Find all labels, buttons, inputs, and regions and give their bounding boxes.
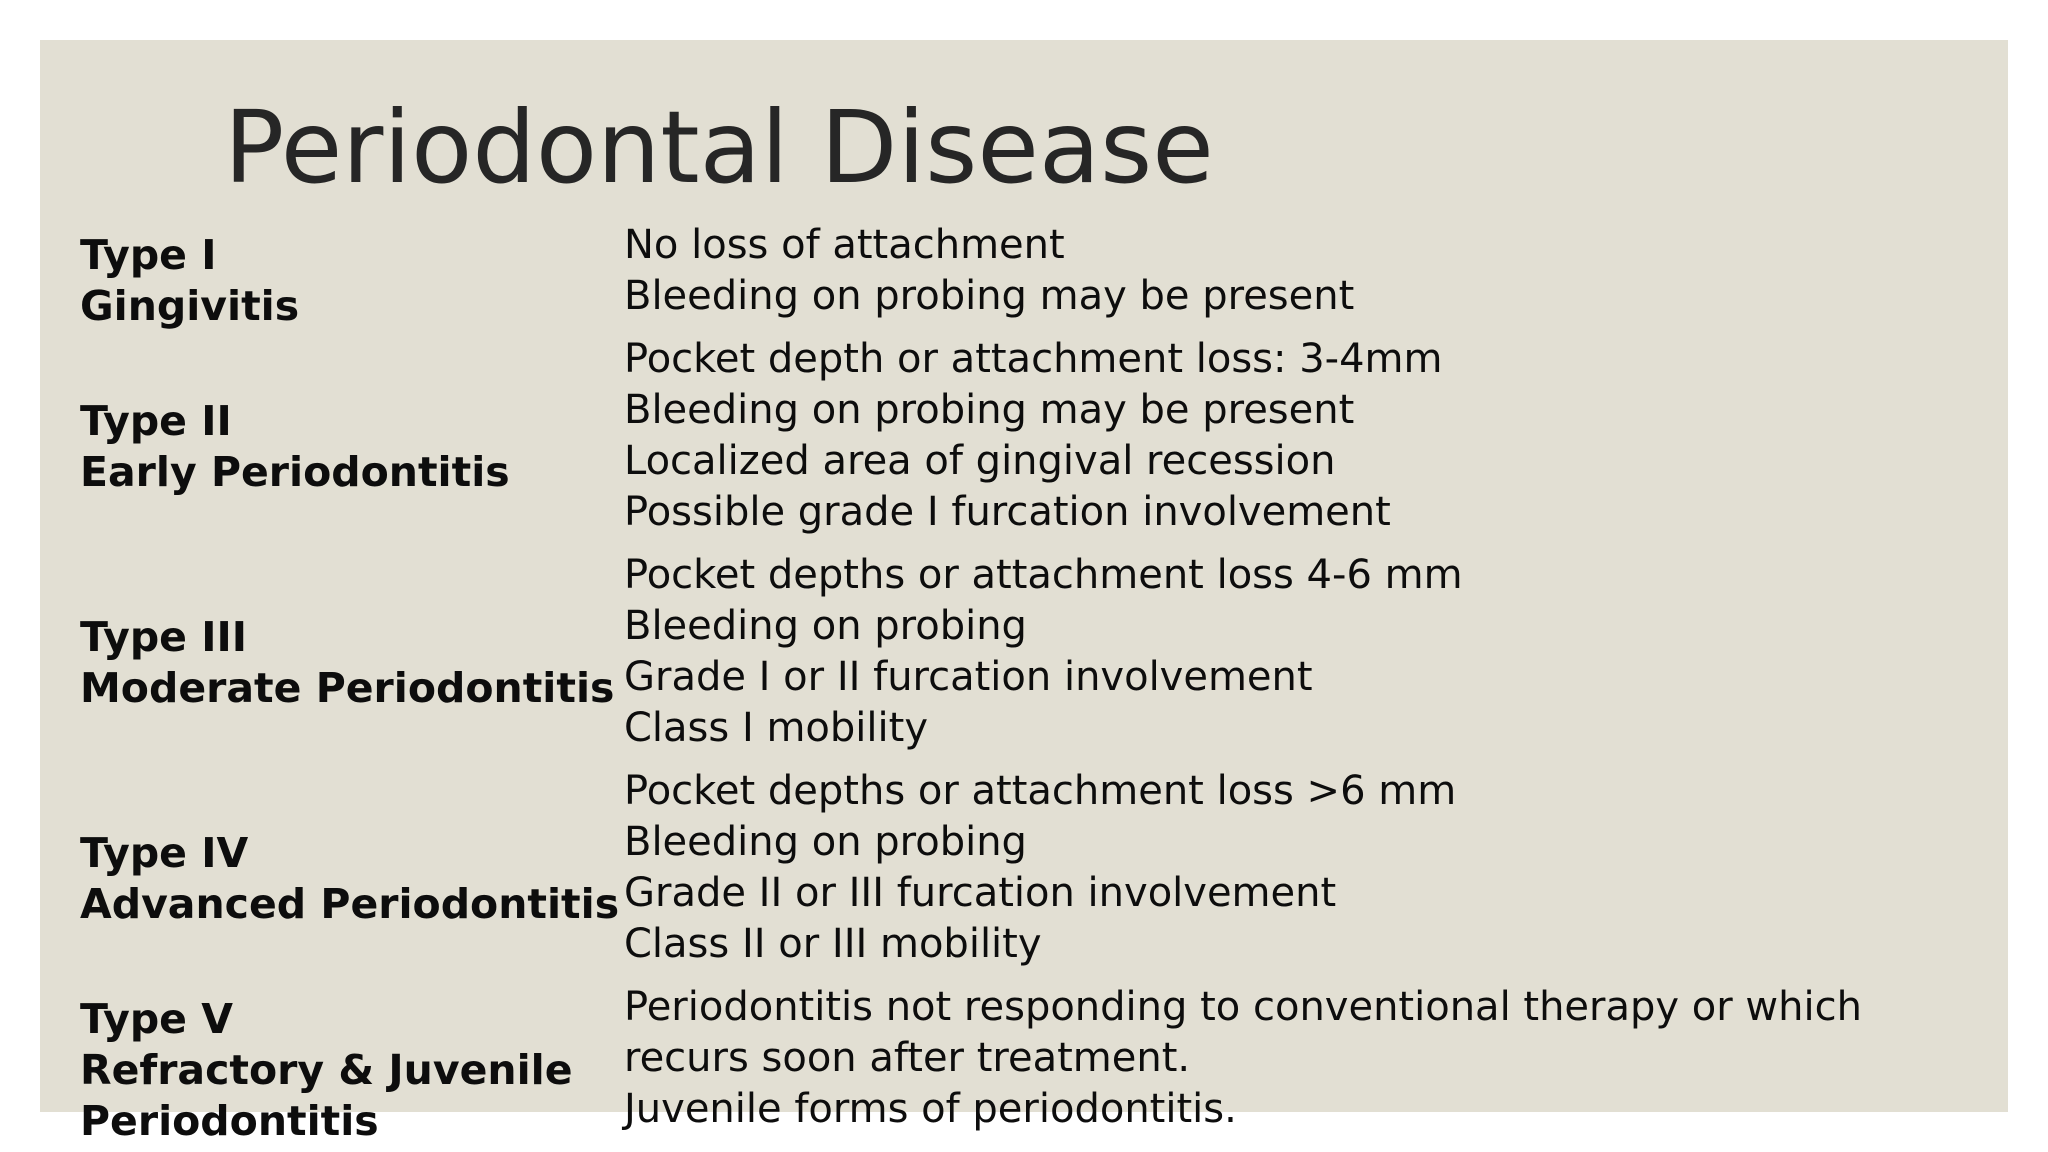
criteria-item: Possible grade I furcation involvement: [624, 489, 1391, 535]
type-number: Type IV: [80, 829, 249, 877]
type-name: Advanced Periodontitis: [80, 880, 620, 928]
type-label: [80, 612, 615, 714]
criteria-item: No loss of attachment: [624, 222, 1065, 268]
criteria-item: Grade I or II furcation involvement: [624, 654, 1313, 700]
criteria-item: Pocket depth or attachment loss: 3-4mm: [624, 336, 1443, 382]
type-name: Gingivitis: [80, 282, 300, 330]
type-name: Moderate Periodontitis: [80, 664, 615, 712]
type-number: Type III: [80, 613, 248, 661]
criteria-item: Pocket depths or attachment loss 4-6 mm: [624, 552, 1463, 598]
type-number: Type V: [80, 995, 233, 1043]
criteria-item: Bleeding on probing: [624, 603, 1027, 649]
type-number: Type II: [80, 397, 232, 445]
criteria-item: Class II or III mobility: [624, 921, 1042, 967]
criteria-item: Bleeding on probing may be present: [624, 273, 1355, 319]
type-label: [80, 396, 600, 498]
type-number: Type I: [80, 231, 217, 279]
criteria-list: [624, 550, 2004, 754]
criteria-list: [624, 220, 2004, 322]
criteria-item: Pocket depths or attachment loss >6 mm: [624, 768, 1457, 814]
criteria-item: Periodontitis not responding to conventional therapy or which recurs soon after treatment.: [624, 984, 1862, 1081]
criteria-item: Bleeding on probing may be present: [624, 387, 1355, 433]
criteria-item: Class I mobility: [624, 705, 928, 751]
type-name: Early Periodontitis: [80, 448, 510, 496]
criteria-list: [624, 982, 1944, 1135]
criteria-item: Localized area of gingival recession: [624, 438, 1336, 484]
criteria-item: Juvenile forms of periodontitis.: [624, 1086, 1237, 1132]
slide-title: Periodontal Disease: [224, 89, 1214, 206]
type-label: [80, 230, 600, 332]
criteria-list: [624, 334, 2004, 538]
criteria-item: Bleeding on probing: [624, 819, 1027, 865]
type-name-line-2: Periodontitis: [80, 1097, 379, 1145]
type-label: [80, 994, 600, 1147]
type-name-line-1: Refractory & Juvenile: [80, 1046, 573, 1094]
criteria-list: [624, 766, 2004, 970]
type-label: [80, 828, 620, 930]
criteria-item: Grade II or III furcation involvement: [624, 870, 1337, 916]
